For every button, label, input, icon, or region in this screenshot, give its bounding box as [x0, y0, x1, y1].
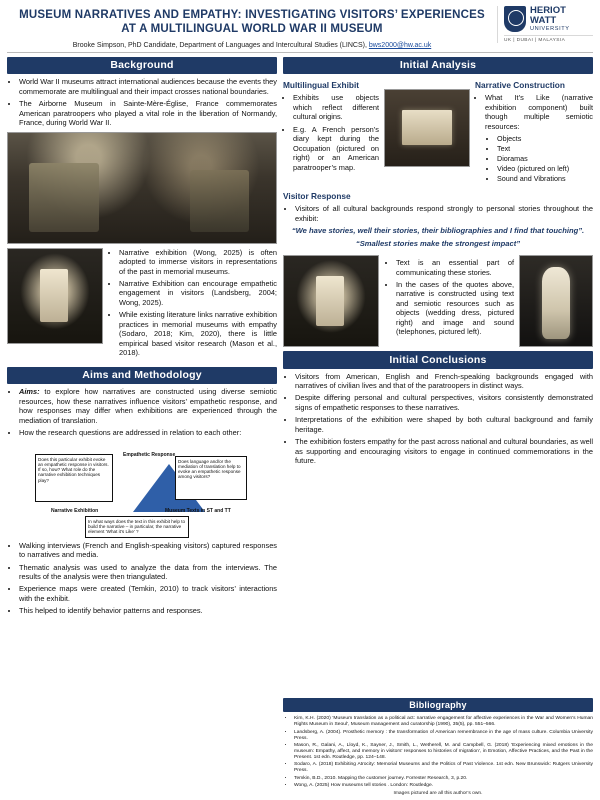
analysis-top-row — [283, 77, 593, 184]
diagram-label-empathetic-response: Empathetic Response — [123, 451, 176, 458]
list-item: • Visitors from American, English and French-speaking backgrounds engaged with narratives of civilian lives and that of the paratroopers in distinct ways. — [295, 372, 593, 391]
aims-lead-label: Aims: — [19, 387, 40, 397]
list-item: • This helped to identify behavior patterns and responses. — [19, 606, 277, 615]
authors-text: Brooke Simpson, PhD Candidate, Department of Languages and Intercultural Studies (LINCS), — [72, 41, 369, 49]
list-item: • Exhibits use objects which reflect different cultural origins. — [293, 93, 379, 121]
section-heading-bibliography: Bibliography — [283, 698, 593, 712]
list-item: • Despite differing personal and cultural perspectives, visitors consistently demonstrated signs of empathetic responses to these narratives. — [295, 393, 593, 412]
list-item: • Landsberg, A. (2004). Prosthetic memory : the transformation of American remembrance in the age of mass culture. Columbia University Press. — [294, 730, 593, 742]
poster-body — [7, 57, 593, 796]
list-item: • Interpretations of the exhibition were shaped by both cultural background and family heritage. — [295, 415, 593, 434]
list-item: • What It’s Like (narrative exhibition component) built though multiple semiotic resources: — [485, 93, 593, 131]
list-item: • Visitors of all cultural backgrounds respond strongly to personal stories throughout the exhibit: — [295, 204, 593, 223]
left-column — [7, 57, 277, 796]
section-heading-aims: Aims and Methodology — [7, 367, 277, 385]
narrative-construction-block — [475, 77, 593, 184]
diagram-box-right: Does language and/or the mediation of translation help to evoke an empathetic response among visitors? — [175, 456, 247, 500]
bibliography-list — [283, 716, 593, 789]
display-case-photo — [7, 248, 103, 344]
list-item: • Sodaro, A. (2018) Exhibiting Atrocity: Memorial Museums and the Politics of Past Violence. 1st edn. New Brunswick: Rutgers University Press. — [294, 762, 593, 774]
diagram-label-narrative-exhibition: Narrative Exhibition — [51, 507, 99, 514]
analysis-right-bullets — [384, 258, 514, 347]
section-heading-background: Background — [7, 57, 277, 75]
authors-line — [11, 42, 493, 49]
background-panel — [7, 74, 277, 361]
analysis-bottom-row — [283, 255, 593, 347]
list-item: • Text is an essential part of communicating these stories. — [396, 258, 514, 277]
list-item: • Sound and Vibrations — [497, 174, 593, 183]
bibliography-panel — [283, 714, 593, 796]
background-bullets — [7, 77, 277, 127]
narrative-intro-list — [475, 93, 593, 131]
wedding-dress-photo — [519, 255, 593, 347]
list-item: • Kim, K.H. (2020) ‘Museum translation as a political act: narrative engagement for affective experiences in the War and Women’s Human Rights Museum in Seoul’, Museum management and curatorship (1990), 35(5), pp. 551–566. — [294, 716, 593, 728]
multilingual-block — [283, 77, 379, 184]
museum-interior-photo — [7, 132, 277, 244]
list-item: • Walking interviews (French and English-speaking visitors) captured responses to narratives and media. — [19, 541, 277, 560]
visitor-response-label: Visitor Response — [283, 191, 351, 202]
poster-header — [7, 6, 593, 53]
crest-icon — [504, 6, 526, 32]
list-item: • Thematic analysis was used to analyze the data from the interviews. The results of the analysis were then triangulated. — [19, 563, 277, 582]
diagram-label-museum-texts: Museum Texts in ST and TT — [165, 507, 231, 514]
university-logo — [497, 6, 593, 43]
list-item: • Wong, A. (2025) How museums tell stories . London: Routledge. — [294, 783, 593, 789]
section-heading-initial-analysis: Initial Analysis — [283, 57, 593, 75]
list-item: • The Airborne Museum in Sainte-Mère-Église, France commemorates American paratroopers who played a vital role in the liberation of Normandy, France, during World War II. — [19, 99, 277, 127]
list-item: • Experience maps were created (Temkin, 2010) to track visitors’ interactions with the exhibit. — [19, 584, 277, 603]
conclusions-panel — [283, 369, 593, 469]
logo-name-1: HERIOT — [530, 5, 566, 16]
diary-photo-block — [384, 77, 470, 184]
logo-campuses: UK | DUBAI | MALAYSIA — [504, 35, 593, 43]
aims-lead — [7, 387, 277, 437]
list-item: • Objects — [497, 134, 593, 143]
author-email-link[interactable]: bws2000@hw.ac.uk — [368, 41, 432, 49]
video-exhibit-photo — [283, 255, 379, 347]
multilingual-bullets — [283, 93, 379, 172]
logo-top — [504, 6, 593, 32]
list-item: • E.g. A French person’s diary kept during the Occupation (pictured on right) or an American paratrooper’s map. — [293, 125, 379, 172]
methodology-diagram — [7, 442, 277, 538]
image-credit-note: Images pictured are all this author’s own. — [393, 791, 483, 796]
page-title: MUSEUM NARRATIVES AND EMPATHY: INVESTIGATING VISITORS’ EXPERIENCES AT A MULTILINGUAL WORLD WAR II MUSEUM — [19, 9, 485, 36]
narrative-construction-label: Narrative Construction — [475, 80, 565, 91]
list-item: • World War II museums attract international audiences because the events they commemorate are multilingual and their impact crosses national boundaries. — [19, 77, 277, 96]
list-item: • Narrative Exhibition can encourage empathetic engagement in visitors (Landsberg, 2004; Wong, 2025). — [119, 279, 277, 307]
list-item: • While existing literature links narrative exhibition practices in memorial museums with empathy (Sodaro, 2018; Kim, 2020), there is little empirical based visitor research (Mason et al., 2018). — [119, 310, 277, 357]
diagram-box-bottom: In what ways does the text in this exhibit help to build the narrative – in particular, the narrative element ‘What it’s Like’ ? — [85, 516, 189, 538]
list-item: • Text — [497, 144, 593, 153]
methodology-bullets — [7, 541, 277, 616]
list-item: • How the research questions are addressed in relation to each other: — [19, 428, 277, 437]
aims-panel — [7, 384, 277, 619]
list-item: • In the cases of the quotes above, narrative is constructed using text and semiotic resources such as objects (wedding dress, pictured right) and image and sound (telephones, pictured left). — [396, 280, 514, 337]
logo-university-label: UNIVERSITY — [530, 26, 570, 33]
list-item: • Narrative exhibition (Wong, 2025) is often adopted to immerse visitors in representations of the past in memorial museums. — [119, 248, 277, 276]
list-item: • Temkin, B.D., 2010. Mapping the customer journey. Forrester Research, 3, p.20. — [294, 776, 593, 782]
right-column — [283, 57, 593, 796]
background-right-bullets — [108, 248, 277, 361]
quote-one: “We have stories, well their stories, their bibliographies and I find that touching”. — [291, 226, 585, 236]
list-item: • The exhibition fosters empathy for the past across national and cultural boundaries, as well as supporting and encouraging visitors to engage in continued commemorations in the future. — [295, 437, 593, 465]
conclusions-bullets — [283, 372, 593, 466]
narrative-resource-list — [475, 134, 593, 183]
logo-wordmark — [530, 6, 570, 32]
list-item — [19, 387, 277, 425]
list-item: • Mason, R., Galani, A., Lloyd, K., Sayner, J., Smith, L., Wetherell, M. and Campbell, G. (2018) ‘Experiencing mixed emotions in the museum: Empathy, affect, and memory in visitors’ responses to histories of migration’, in Emotion, Affective Practices, and the Past in the Present. 1st edn. Routledge, pp. 124–148. — [294, 743, 593, 761]
list-item: • Video (pictured on left) — [497, 164, 593, 173]
quote-two: “Smallest stories make the strongest impact” — [355, 238, 521, 248]
diagram-box-left: Does this particular exhibit evoke an empathetic response in visitors. If so, how? What role do the narrative exhibition techniques play? — [35, 454, 113, 502]
header-main — [7, 6, 497, 49]
aims-lead-text: to explore how narratives are constructed using diverse semiotic resources, how these narratives influence visitors’ empathetic response, and how responses may differ when exhibitions are experienced through the mediation of translation. — [19, 387, 277, 425]
visitor-response-block — [283, 188, 593, 251]
visitor-response-bullets — [283, 204, 593, 223]
multilingual-exhibit-label: Multilingual Exhibit — [283, 80, 360, 91]
diary-photo — [384, 89, 470, 167]
video-photo-block — [283, 255, 379, 347]
section-heading-initial-conclusions: Initial Conclusions — [283, 351, 593, 369]
list-item: • Dioramas — [497, 154, 593, 163]
dress-photo-block — [519, 255, 593, 347]
logo-name-2: WATT — [530, 14, 557, 26]
